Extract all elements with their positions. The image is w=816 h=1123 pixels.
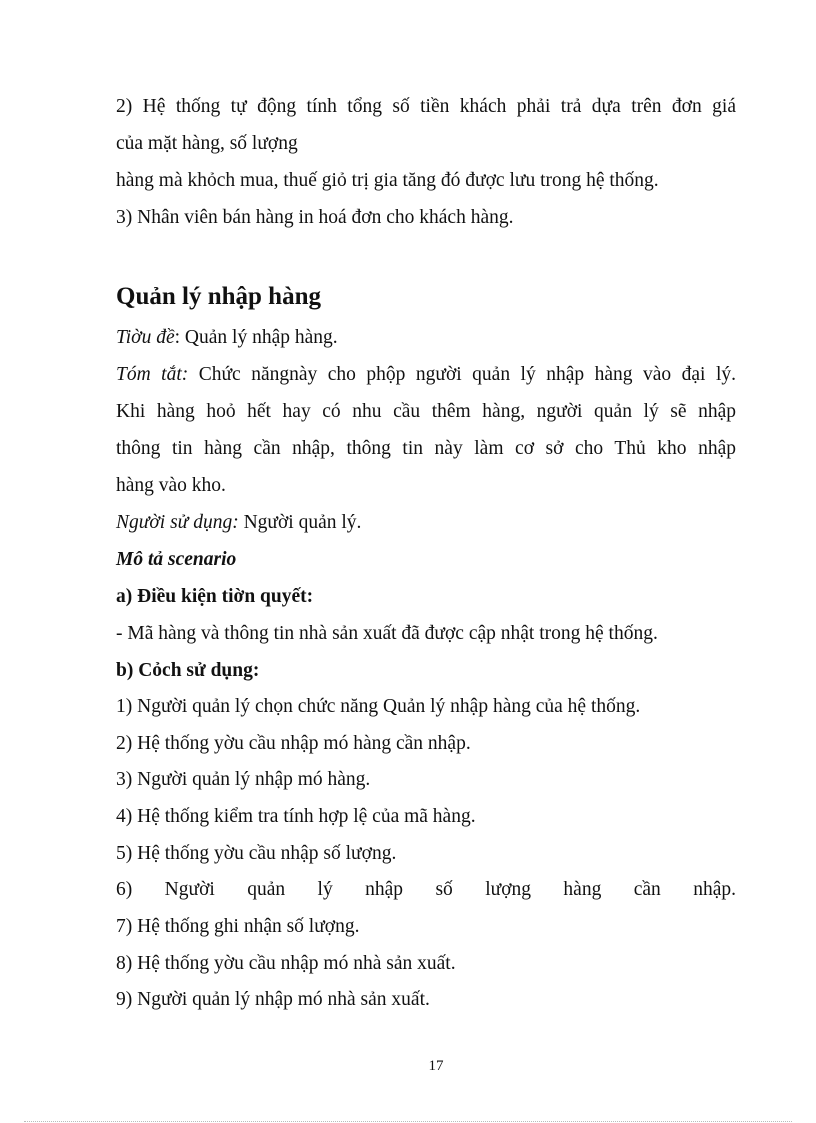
step-7: 7) Hệ thống ghi nhận số lượng. [116, 916, 360, 937]
usage-heading: b) Cỏch sử dụng: [116, 660, 260, 681]
user-value: Người quản lý. [238, 512, 362, 533]
summary-label: Tóm tắt: [116, 364, 189, 385]
intro-line-3: hàng mà khỏch mua, thuế giỏ trị gia tăng đó được lưu trong hệ thống. [116, 170, 659, 191]
summary-line-3: thông tin hàng cần nhập, thông tin này làm cơ sở cho Thủ kho nhập [116, 438, 736, 459]
user-label: Người sử dụng: [116, 512, 239, 533]
user-line [116, 511, 361, 535]
scenario-heading: Mô tả scenario [116, 549, 237, 570]
section-heading: Quản lý nhập hàng [116, 283, 321, 310]
intro-line-4: 3) Nhân viên bán hàng in hoá đơn cho khách hàng. [116, 207, 514, 228]
intro-line-1: 2) Hệ thống tự động tính tổng số tiền khách phải trả dựa trên đơn giá [116, 96, 736, 117]
summary-line-4: hàng vào kho. [116, 475, 226, 496]
page-number: 17 [428, 1058, 444, 1074]
step-8: 8) Hệ thống yờu cầu nhập mó nhà sản xuất. [116, 953, 456, 974]
step-2: 2) Hệ thống yờu cầu nhập mó hàng cần nhập. [116, 733, 471, 754]
precondition-item: - Mã hàng và thông tin nhà sản xuất đã được cập nhật trong hệ thống. [116, 623, 658, 644]
footer-divider [24, 1121, 792, 1122]
title-line [116, 326, 338, 350]
step-5: 5) Hệ thống yờu cầu nhập số lượng. [116, 843, 397, 864]
step-9: 9) Người quản lý nhập mó nhà sản xuất. [116, 989, 430, 1010]
step-3: 3) Người quản lý nhập mó hàng. [116, 769, 371, 790]
step-1: 1) Người quản lý chọn chức năng Quản lý nhập hàng của hệ thống. [116, 696, 641, 717]
summary-line-1 [116, 363, 736, 387]
intro-line-2: của mặt hàng, số lượng [116, 133, 298, 154]
title-label: Tiờu đề [116, 327, 175, 348]
summary-line-2: Khi hàng hoỏ hết hay có nhu cầu thêm hàng, người quản lý sẽ nhập [116, 401, 736, 422]
step-4: 4) Hệ thống kiểm tra tính hợp lệ của mã hàng. [116, 806, 476, 827]
precondition-heading: a) Điều kiện tiờn quyết: [116, 586, 314, 607]
title-value: : Quản lý nhập hàng. [174, 327, 338, 348]
summary-text-1: Chức năngnày cho phộp người quản lý nhập hàng vào đại lý. [188, 364, 736, 385]
step-6: 6) Người quản lý nhập số lượng hàng cần nhập. [116, 879, 736, 900]
